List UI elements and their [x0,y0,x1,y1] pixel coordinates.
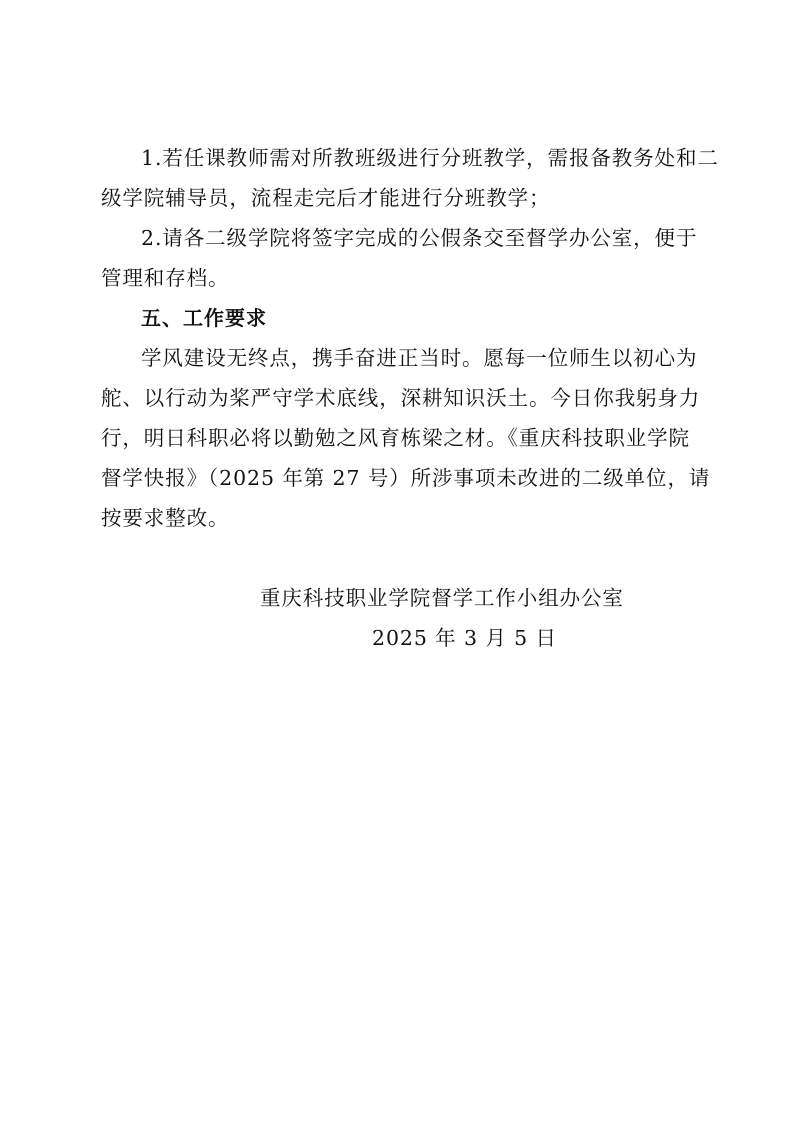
signature-organization: 重庆科技职业学院督学工作小组办公室 [260,586,624,610]
section5-paragraph-line: 行，明日科职必将以勤勉之风育栋梁之材。《重庆科技职业学院 [101,426,690,450]
section5-paragraph-line: 舵、以行动为桨严守学术底线，深耕知识沃土。今日你我躬身力 [101,386,701,410]
section5-paragraph-line: 按要求整改。 [101,506,230,530]
signature-date: 2025 年 3 月 5 日 [372,626,557,650]
item2-line2: 管理和存档。 [101,266,230,290]
item1-line2: 级学院辅导员，流程走完后才能进行分班教学； [101,186,551,210]
item2-line1: 2.请各二级学院将签字完成的公假条交至督学办公室，便于 [141,226,698,250]
section5-heading: 五、工作要求 [141,306,267,330]
section5-paragraph-line: 督学快报》（2025 年第 27 号）所涉事项未改进的二级单位，请 [101,466,711,490]
item1-line1: 1.若任课教师需对所教班级进行分班教学，需报备教务处和二 [141,146,719,170]
section5-paragraph-line: 学风建设无终点，携手奋进正当时。愿每一位师生以初心为 [141,346,698,370]
